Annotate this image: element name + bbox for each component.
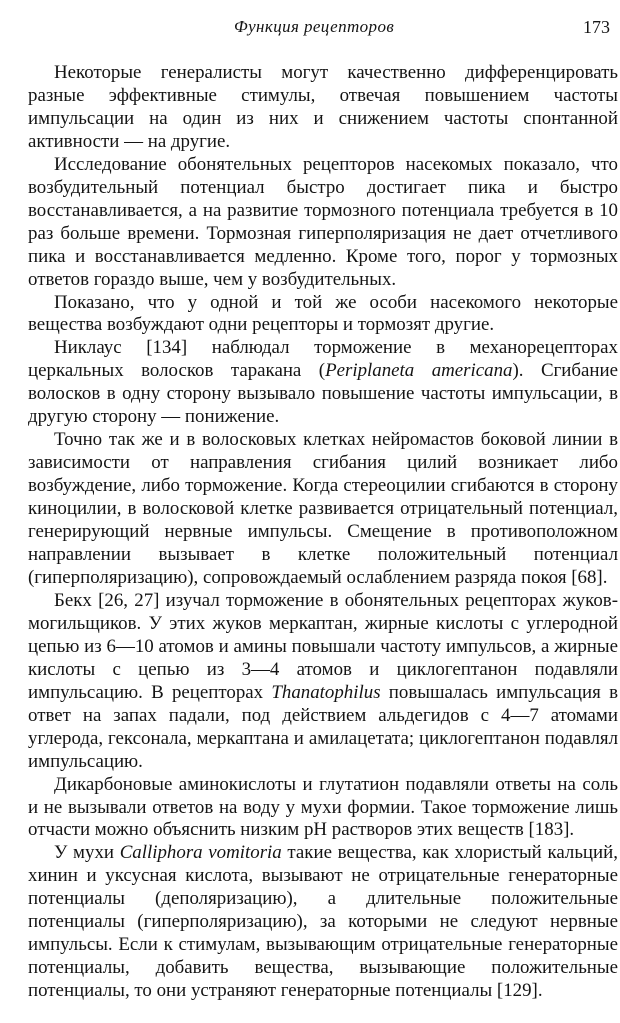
paragraph-bekh [28,590,618,774]
paragraph-text: Показано, что у одной и той же особи насекомого некоторые вещества возбуждают одни рецепторы и тормозят другие. [28,291,618,336]
paragraph-text: повышалась импульсация в ответ на запах падали, под действием альдегидов с 4—7 атомами углерода, гексонала, меркаптана и амилацетата; циклогептанон подавлял импульсацию. [28,681,619,772]
running-header [0,12,620,42]
paragraph-text: ). Сгибание волосков в одну сторону вызывало повышение частоты импульсации, в другую сторону — понижение. [28,360,618,428]
paragraph-text: Бекх [26, 27] изучал торможение в обонятельных рецепторах жуков-могильщиков. У этих жуков меркаптан, жирные кислоты с углеродной цепью из 6—10 атомов и амины повышали частоту импульсов, а жирные кислоты с цепью из 3—4 атомов и циклогептанон подавляли импульсацию. В рецепторах [28,589,618,703]
paragraph-niklaus [28,337,618,429]
paragraph-hair-cells [28,429,618,590]
body-text [28,62,618,1003]
species-name-italic: Calliphora vomitoria [119,842,282,864]
paragraph-text: Некоторые генералисты могут качественно дифференцировать разные эффективные стимулы, отвечая повышением частоты импульсации на один из них и снижением частоты спонтанной активности — на другие. [28,62,618,152]
paragraph-calliphora [28,842,618,1003]
species-name-italic: Periplaneta americana [325,360,513,382]
paragraph-olfactory-receptors [28,154,618,292]
paragraph-text: такие вещества, как хлористый кальций, хинин и уксусная кислота, вызывают не отрицательные генераторные потенциалы (деполяризацию), а длительные положительные потенциалы (гиперполяризацию), за которыми не следуют нервные импульсы. Если к стимулам, вызывающим отрицательные генераторные потенциалы, добавить вещества, вызывающие положительные потенциалы, то они устраняют генераторные потенциалы [129]. [28,842,618,1002]
paragraph-same-individual [28,292,618,338]
page-number: 173 [583,17,610,37]
genus-name-italic: Thanatophilus [271,681,381,703]
paragraph-generalists [28,62,618,154]
paragraph-text: Точно так же и в волосковых клетках нейромастов боковой линии в зависимости от направления сгибания цилий возникает либо возбуждение, либо торможение. Когда стереоцилии сгибаются в сторону киноцилии, в волосковой клетке развивается отрицательный потенциал, генерирующий нервные импульсы. Смещение в противоположном направлении вызывает в клетке положительный потенциал (гиперполяризацию), сопровождаемый ослаблением разряда покоя [68]. [28,429,618,588]
running-title: Функция рецепторов [234,17,395,36]
paragraph-text: Никлаус [134] наблюдал торможение в механорецепторах церкальных волосков таракана ( [28,337,618,382]
paragraph-text: Дикарбоновые аминокислоты и глутатион подавляли ответы на соль и не вызывали ответов на воду у мухи формии. Такое торможение лишь отчасти можно объяснить низким pH растворов этих веществ [183]. [28,773,618,841]
paragraph-text: У мухи [54,842,120,864]
paragraph-text: Исследование обонятельных рецепторов насекомых показало, что возбудительный потенциал быстро достигает пика и быстро восстанавливается, а на развитие тормозного потенциала требуется в 10 раз больше времени. Тормозная гиперполяризация не дает отчетливого пика и восстанавливается медленно. Кроме того, порог у тормозных ответов гораздо выше, чем у возбудительных. [28,153,618,290]
paragraph-dicarboxylic [28,774,618,843]
